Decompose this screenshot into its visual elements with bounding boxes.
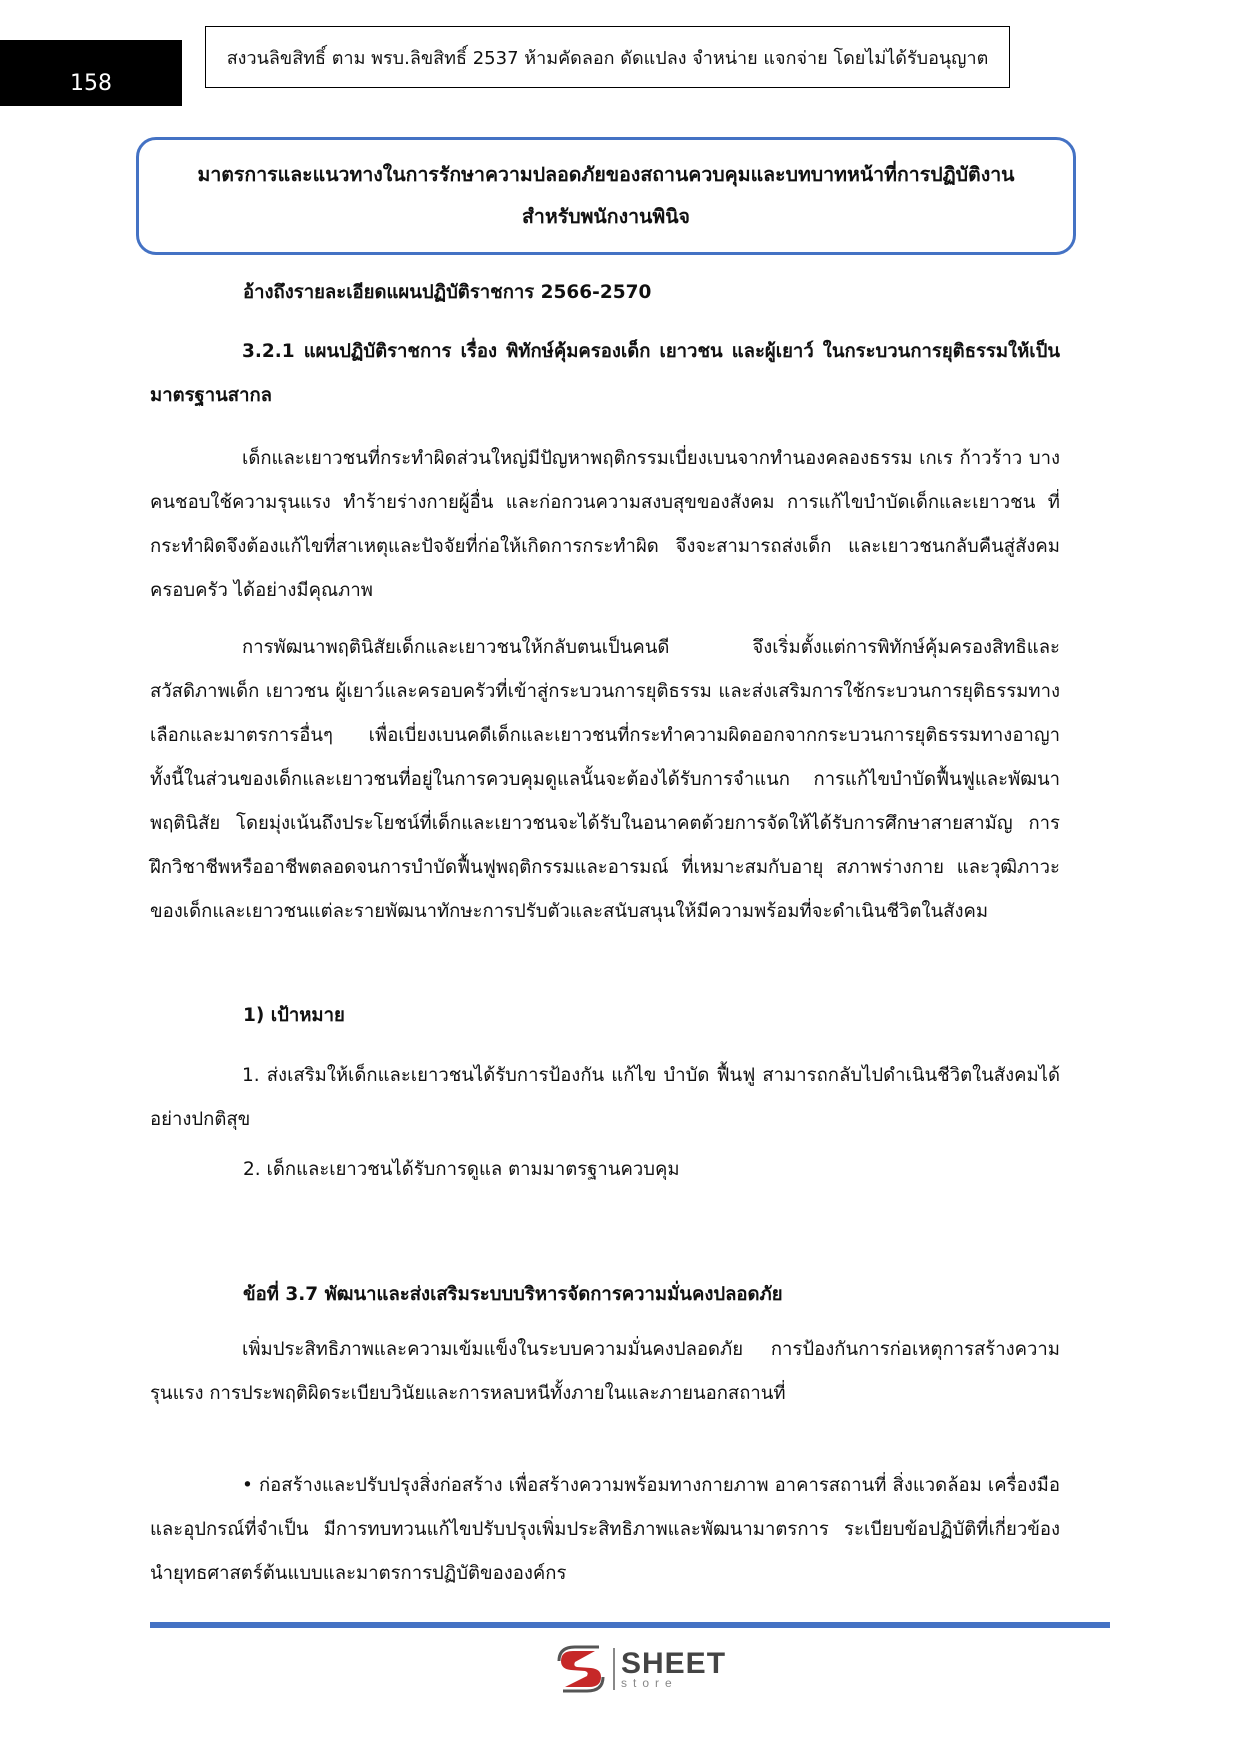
sheet-store-logo	[555, 1643, 726, 1695]
section-37-heading: ข้อที่ 3.7 พัฒนาและส่งเสริมระบบบริหารจัดการความมั่นคงปลอดภัย	[243, 1284, 783, 1305]
logo-word: SHEET	[621, 1647, 727, 1680]
copyright-notice	[205, 26, 1010, 88]
goal-heading: 1) เป้าหมาย	[243, 1005, 345, 1026]
logo-sub: store	[621, 1676, 678, 1690]
page-number-box	[0, 40, 182, 106]
bullet-item-1	[150, 1464, 1060, 1596]
paragraph-1: เด็กและเยาวชนที่กระทำผิดส่วนใหญ่มีปัญหาพฤติกรรมเบี่ยงเบนจากทำนองคลองธรรม เกเร ก้าวร้าว บางคนชอบใช้ความรุนแรง ทำร้ายร่างกายผู้อื่น และก่อกวนความสงบสุขของสังคม การแก้ไขบำบัดเด็กและเยาวชน ที่กระทำผิดจึงต้องแก้ไขที่สาเหตุและปัจจัยที่ก่อให้เกิดการกระทำผิด จึงจะสามารถส่งเด็ก และเยาวชนกลับคืนสู่สังคม ครอบครัว ได้อย่างมีคุณภาพ	[150, 448, 1060, 601]
title-line-1: มาตรการและแนวทางในการรักษาความปลอดภัยของสถานควบคุมและบทบาทหน้าที่การปฏิบัติงาน	[197, 163, 1015, 186]
logo-divider	[613, 1648, 615, 1690]
goal-item-1: 1. ส่งเสริมให้เด็กและเยาวชนได้รับการป้องกัน แก้ไข บำบัด ฟื้นฟู สามารถกลับไปดำเนินชีวิตในสังคมได้อย่างปกติสุข	[150, 1065, 1060, 1130]
footer-rule	[150, 1622, 1110, 1628]
page-number: 158	[70, 71, 112, 96]
goal-item-2: 2. เด็กและเยาวชนได้รับการดูแล ตามมาตรฐานควบคุม	[243, 1159, 680, 1180]
sheet-store-logo-icon	[555, 1643, 607, 1695]
copyright-text: สงวนลิขสิทธิ์ ตาม พรบ.ลิขสิทธิ์ 2537 ห้ามคัดลอก ดัดแปลง จำหน่าย แจกจ่าย โดยไม่ได้รับอนุญาต	[226, 47, 989, 69]
bullet-icon: •	[242, 1475, 253, 1496]
section-321-heading: 3.2.1 แผนปฏิบัติราชการ เรื่อง พิทักษ์คุ้มครองเด็ก เยาวชน และผู้เยาว์ ในกระบวนการยุติธรรมให้เป็นมาตรฐานสากล	[150, 341, 1060, 406]
paragraph-3: เพิ่มประสิทธิภาพและความเข้มแข็งในระบบความมั่นคงปลอดภัย การป้องกันการก่อเหตุการสร้างความรุนแรง การประพฤติผิดระเบียบวินัยและการหลบหนีทั้งภายในและภายนอกสถานที่	[150, 1339, 1060, 1404]
title-line-2: สำหรับพนักงานพินิจ	[522, 205, 690, 228]
bullet-item-1-text: ก่อสร้างและปรับปรุงสิ่งก่อสร้าง เพื่อสร้างความพร้อมทางกายภาพ อาคารสถานที่ สิ่งแวดล้อม เครื่องมือ และอุปกรณ์ที่จำเป็น มีการทบทวนแก้ไขปรับปรุงเพิ่มประสิทธิภาพและพัฒนามาตรการ ระเบียบข้อปฏิบัติที่เกี่ยวข้องนำยุทธศาสตร์ต้นแบบและมาตรการปฏิบัติขององค์กร	[150, 1475, 1060, 1584]
paragraph-2: การพัฒนาพฤตินิสัยเด็กและเยาวชนให้กลับตนเป็นคนดี จึงเริ่มตั้งแต่การพิทักษ์คุ้มครองสิทธิและสวัสดิภาพเด็ก เยาวชน ผู้เยาว์และครอบครัวที่เข้าสู่กระบวนการยุติธรรม และส่งเสริมการใช้กระบวนการยุติธรรมทางเลือกและมาตรการอื่นๆ เพื่อเบี่ยงเบนคดีเด็กและเยาวชนที่กระทำความผิดออกจากกระบวนการยุติธรรมทางอาญา ทั้งนี้ในส่วนของเด็กและเยาวชนที่อยู่ในการควบคุมดูแลนั้นจะต้องได้รับการจำแนก การแก้ไขบำบัดฟื้นฟูและพัฒนาพฤตินิสัย โดยมุ่งเน้นถึงประโยชน์ที่เด็กและเยาวชนจะได้รับในอนาคตด้วยการจัดให้ได้รับการศึกษาสายสามัญ การฝึกวิชาชีพหรืออาชีพตลอดจนการบำบัดฟื้นฟูพฤติกรรมและอารมณ์ ที่เหมาะสมกับอายุ สภาพร่างกาย และวุฒิภาวะของเด็กและเยาวชนแต่ละรายพัฒนาทักษะการปรับตัวและสนับสนุนให้มีความพร้อมที่จะดำเนินชีวิตในสังคม	[150, 637, 1060, 922]
document-title-box	[136, 137, 1076, 255]
reference-line: อ้างถึงรายละเอียดแผนปฏิบัติราชการ 2566-2570	[243, 282, 652, 303]
